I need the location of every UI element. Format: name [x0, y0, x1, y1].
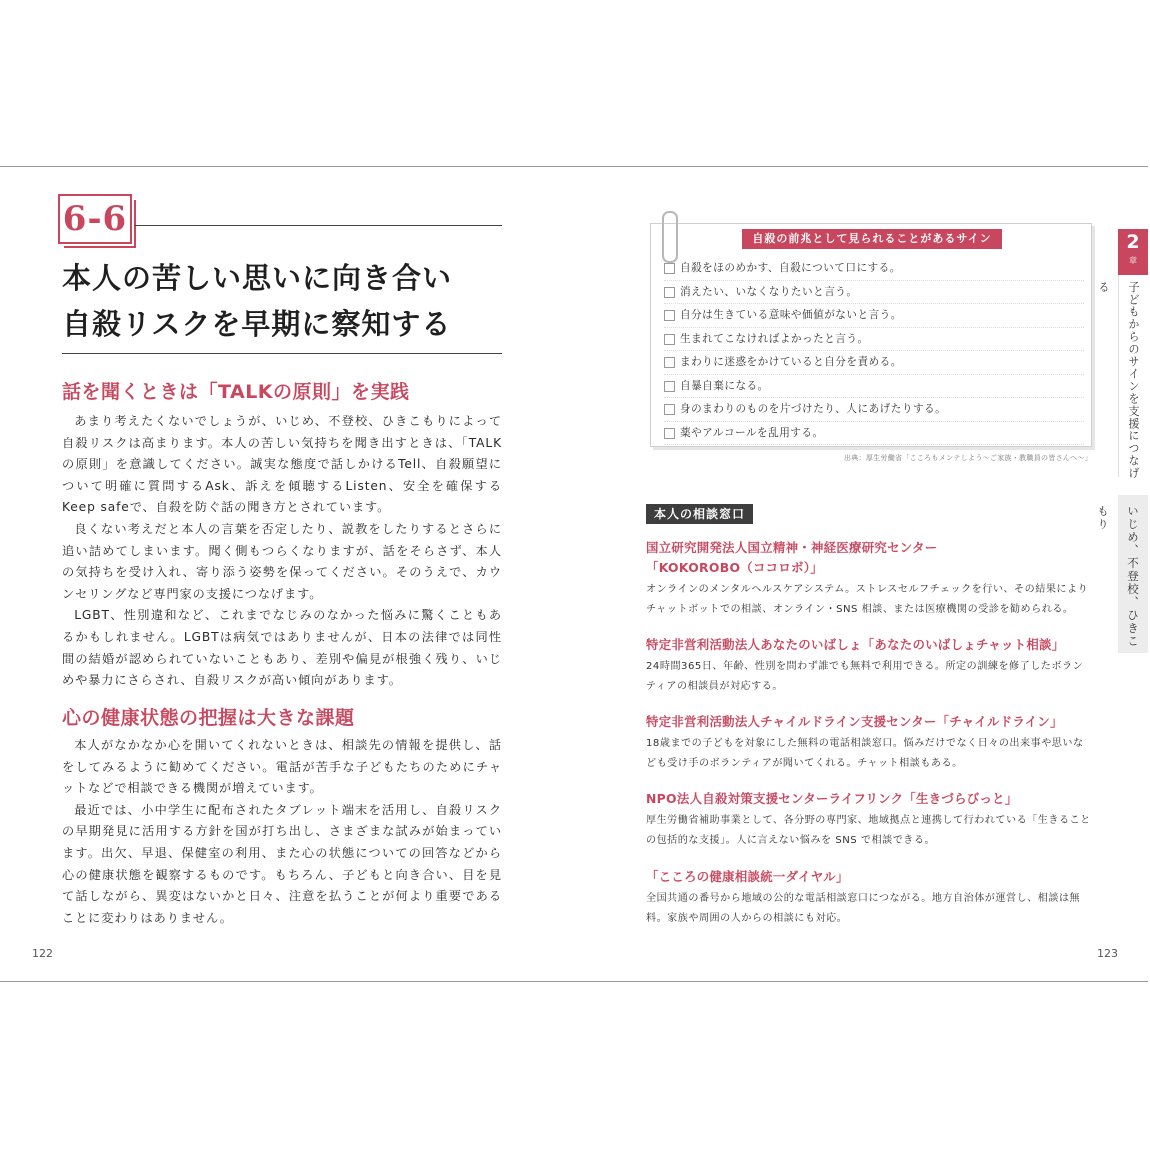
checklist-item	[664, 422, 1084, 446]
paragraph: LGBT、性別違和など、これまでなじみのなかった悩みに驚くこともあるかもしれません。LGBTは病気ではありませんが、日本の法律では同性間の結婚が認められていないこともあり、差別や偏見が根強く残り、いじめや暴力にさらされ、自殺リスクが高い傾向があります。	[62, 608, 502, 688]
chapter-title: 子どもからのサインを支援につなげる	[1097, 281, 1140, 480]
contact-name	[646, 538, 1092, 578]
checklist-item-text: 消えたい、いなくなりたいと言う。	[680, 285, 858, 298]
checklist	[664, 257, 1084, 445]
contact-description: 全国共通の番号から地域の公的な電話相談窓口につながる。地方自治体が運営し、相談は無料。家族や周囲の人からの相談にも対応。	[646, 893, 1081, 924]
checklist-item-text: 自分は生きている意味や価値がないと言う。	[680, 309, 902, 321]
contact-entry	[646, 712, 1092, 773]
contacts-label: 本人の相談窓口	[646, 504, 753, 524]
checklist-item	[664, 304, 1084, 328]
contact-description: 24時間365日、年齢、性別を問わず誰でも無料で利用できる。所定の訓練を修了したボランティアの相談員が対応する。	[646, 661, 1084, 692]
contact-entry	[646, 867, 1092, 928]
contact-entry	[646, 635, 1092, 696]
checkbox-icon	[664, 263, 675, 274]
checklist-item	[664, 351, 1084, 375]
contact-description: 18歳までの子どもを対象にした無料の電話相談窓口。悩みだけでなく日々の出来事や思いなども受け手のボランティアが聞いてくれる。チャット相談もある。	[646, 738, 1084, 769]
right-page	[574, 167, 1148, 981]
chapter-badge	[1118, 229, 1148, 275]
contact-name-line: 国立研究開発法人国立精神・神経医療研究センター	[646, 540, 938, 555]
checklist-item-text: 自殺をほのめかす、自殺について口にする。	[680, 262, 901, 274]
checklist-item	[664, 328, 1084, 352]
contact-name: NPO法人自殺対策支援センターライフリンク「生きづらびっと」	[646, 791, 1018, 806]
paragraph: 最近では、小中学生に配布されたタブレット端末を活用し、自殺リスクの早期発見に活用する方針を国が打ち出し、さまざまな試みが始まっています。出欠、早退、保健室の利用、また心の状態についての回答などから心の健康状態を観察するものです。もちろん、子どもと向き合い、目を見て話しながら、異変はないかと日々、注意を払うことが何より重要であることに変わりはありません。	[62, 802, 502, 925]
book-spread	[0, 166, 1148, 982]
contact-name: 特定非営利活動法人チャイルドライン支援センター「チャイルドライン」	[646, 714, 1063, 729]
checklist-item	[664, 375, 1084, 399]
checklist-item	[664, 281, 1084, 305]
checkbox-icon	[664, 381, 675, 392]
checklist-item	[664, 398, 1084, 422]
left-page	[0, 167, 574, 981]
checklist-item	[664, 257, 1084, 281]
title-line-1: 本人の苦しい思いに向き合い	[62, 261, 453, 295]
paragraph: 良くない考えだと本人の言葉を否定したり、説教をしたりするとさらに追い詰めてしまいます。聞く側もつらくなりますが、話をそらさず、本人の気持ちを受け入れ、寄り添う姿勢を保ってください。そのうえで、カウンセリングなど専門家の支援につなげます。	[62, 521, 502, 601]
checklist-item-text: 自暴自棄になる。	[680, 379, 769, 392]
checkbox-icon	[664, 287, 675, 298]
title-rule	[62, 353, 502, 354]
source-citation: 出典：厚生労働省「こころもメンテしよう〜ご家族・教職員の皆さんへ〜」	[843, 454, 1092, 462]
contact-name: 特定非営利活動法人あなたのいばしょ「あなたのいばしょチャット相談」	[646, 637, 1065, 652]
contact-entry	[646, 789, 1092, 850]
chapter-number: 2	[1126, 231, 1140, 253]
checklist-item-text: 身のまわりのものを片づけたり、人にあげたりする。	[680, 403, 947, 415]
checkbox-icon	[664, 357, 675, 368]
paragraph: 本人がなかなか心を開いてくれないときは、相談先の情報を提供し、話をしてみるように勧めてください。電話が苦手な子どもたちのためにチャットなどで相談できる機関が増えています。	[62, 738, 502, 796]
checklist-item-text: 生まれてこなければよかったと言う。	[680, 332, 869, 345]
checklist-item-text: 薬やアルコールを乱用する。	[680, 426, 824, 439]
checkbox-icon	[664, 334, 675, 345]
contact-name-line: 「KOKOROBO（ココロボ）」	[646, 560, 823, 575]
heading-mental-health: 心の健康状態の把握は大きな課題	[62, 707, 355, 729]
chapter-suffix: 章	[1129, 256, 1137, 265]
body-section-1	[62, 411, 502, 692]
contact-description: 厚生労働省補助事業として、各分野の専門家、地域拠点と連携して行われている「生きることの包括的な支援」。人に言えない悩みを SNS で相談できる。	[646, 815, 1091, 846]
paragraph: あまり考えたくないでしょうが、いじめ、不登校、ひきこもりによって自殺リスクは高まります。本人の苦しい気持ちを聞き出すときは、「TALKの原則」を意識してください。誠実な態度で話しかけるTell、自殺願望について明確に質問するAsk、訴えを傾聴するListen、安全を確保するKeep safeで、自殺を防ぐ話の聞き方とされています。	[62, 414, 502, 515]
contact-entry	[646, 538, 1092, 619]
checkbox-icon	[664, 428, 675, 439]
checklist-title: 自殺の前兆として見られることがあるサイン	[742, 229, 1002, 249]
checklist-item-text: まわりに迷惑をかけていると自分を責める。	[680, 356, 902, 368]
badge-rule	[134, 225, 502, 226]
section-tab: いじめ、不登校、ひきこもり	[1118, 495, 1148, 653]
page-number-right: 123	[1097, 947, 1118, 960]
page-number-left: 122	[32, 947, 53, 960]
contact-description: オンラインのメンタルヘルスケアシステム。ストレスセルフチェックを行い、その結果によりチャットボットでの相談、オンライン・SNS 相談、または医療機関の受診を勧められる。	[646, 584, 1089, 615]
body-section-2	[62, 735, 502, 929]
contact-name: 「こころの健康相談統一ダイヤル」	[646, 869, 849, 884]
title-line-2: 自殺リスクを早期に察知する	[62, 307, 452, 341]
paperclip-icon	[662, 211, 678, 263]
checkbox-icon	[664, 404, 675, 415]
heading-talk-principle: 話を聞くときは「TALKの原則」を実践	[62, 381, 410, 403]
page-title	[62, 255, 452, 347]
section-number-badge: 6-6	[58, 194, 132, 244]
checkbox-icon	[664, 310, 675, 321]
